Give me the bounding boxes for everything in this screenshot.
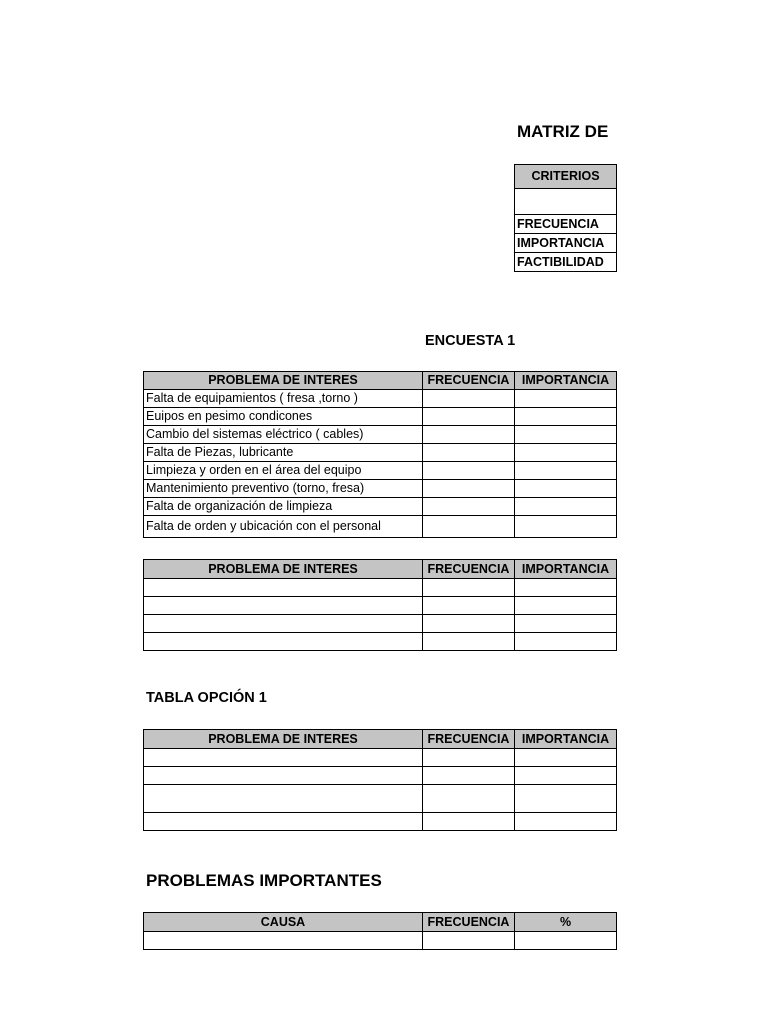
problema-cell: Falta de orden y ubicación con el personal — [144, 516, 423, 538]
col-percent: % — [515, 913, 617, 932]
table-row — [144, 597, 617, 615]
problema-cell: Falta de organización de limpieza — [144, 498, 423, 516]
table-row — [144, 408, 617, 426]
table-row — [144, 426, 617, 444]
page-title: MATRIZ DE — [517, 122, 609, 141]
problema-cell: Mantenimiento preventivo (torno, fresa) — [144, 480, 423, 498]
criterios-item-factibilidad: FACTIBILIDAD — [515, 253, 617, 272]
table-row — [144, 633, 617, 651]
table-row — [144, 462, 617, 480]
table-row — [144, 749, 617, 767]
table-row — [144, 767, 617, 785]
problemas-table-2 — [143, 559, 617, 651]
col-frecuencia: FRECUENCIA — [423, 730, 515, 749]
col-frecuencia: FRECUENCIA — [423, 913, 515, 932]
table-row — [144, 480, 617, 498]
table-row — [144, 932, 617, 950]
table-row — [144, 444, 617, 462]
table-row — [144, 390, 617, 408]
table-row — [144, 615, 617, 633]
col-problema: PROBLEMA DE INTERES — [144, 372, 423, 390]
problema-cell: Falta de equipamientos ( fresa ,torno ) — [144, 390, 423, 408]
criterios-item-empty — [515, 189, 617, 215]
criterios-item-frecuencia: FRECUENCIA — [515, 215, 617, 234]
col-frecuencia: FRECUENCIA — [423, 560, 515, 579]
importantes-title: PROBLEMAS IMPORTANTES — [146, 871, 382, 890]
encuesta-title: ENCUESTA 1 — [425, 333, 516, 349]
criterios-header: CRITERIOS — [515, 165, 617, 189]
col-importancia: IMPORTANCIA — [515, 560, 617, 579]
problema-cell: Euipos en pesimo condicones — [144, 408, 423, 426]
table-row — [144, 498, 617, 516]
criterios-item-importancia: IMPORTANCIA — [515, 234, 617, 253]
col-importancia: IMPORTANCIA — [515, 372, 617, 390]
col-frecuencia: FRECUENCIA — [423, 372, 515, 390]
importantes-table — [143, 912, 617, 950]
problema-cell: Cambio del sistemas eléctrico ( cables) — [144, 426, 423, 444]
table-row — [144, 516, 617, 538]
problema-cell: Falta de Piezas, lubricante — [144, 444, 423, 462]
criterios-table — [514, 164, 617, 272]
problema-cell: Limpieza y orden en el área del equipo — [144, 462, 423, 480]
col-causa: CAUSA — [144, 913, 423, 932]
col-problema: PROBLEMA DE INTERES — [144, 560, 423, 579]
encuesta-table — [143, 371, 617, 538]
col-problema: PROBLEMA DE INTERES — [144, 730, 423, 749]
col-importancia: IMPORTANCIA — [515, 730, 617, 749]
opcion-title: TABLA OPCIÓN 1 — [146, 690, 267, 706]
table-row — [144, 579, 617, 597]
table-row — [144, 785, 617, 813]
table-row — [144, 813, 617, 831]
opcion-table — [143, 729, 617, 831]
